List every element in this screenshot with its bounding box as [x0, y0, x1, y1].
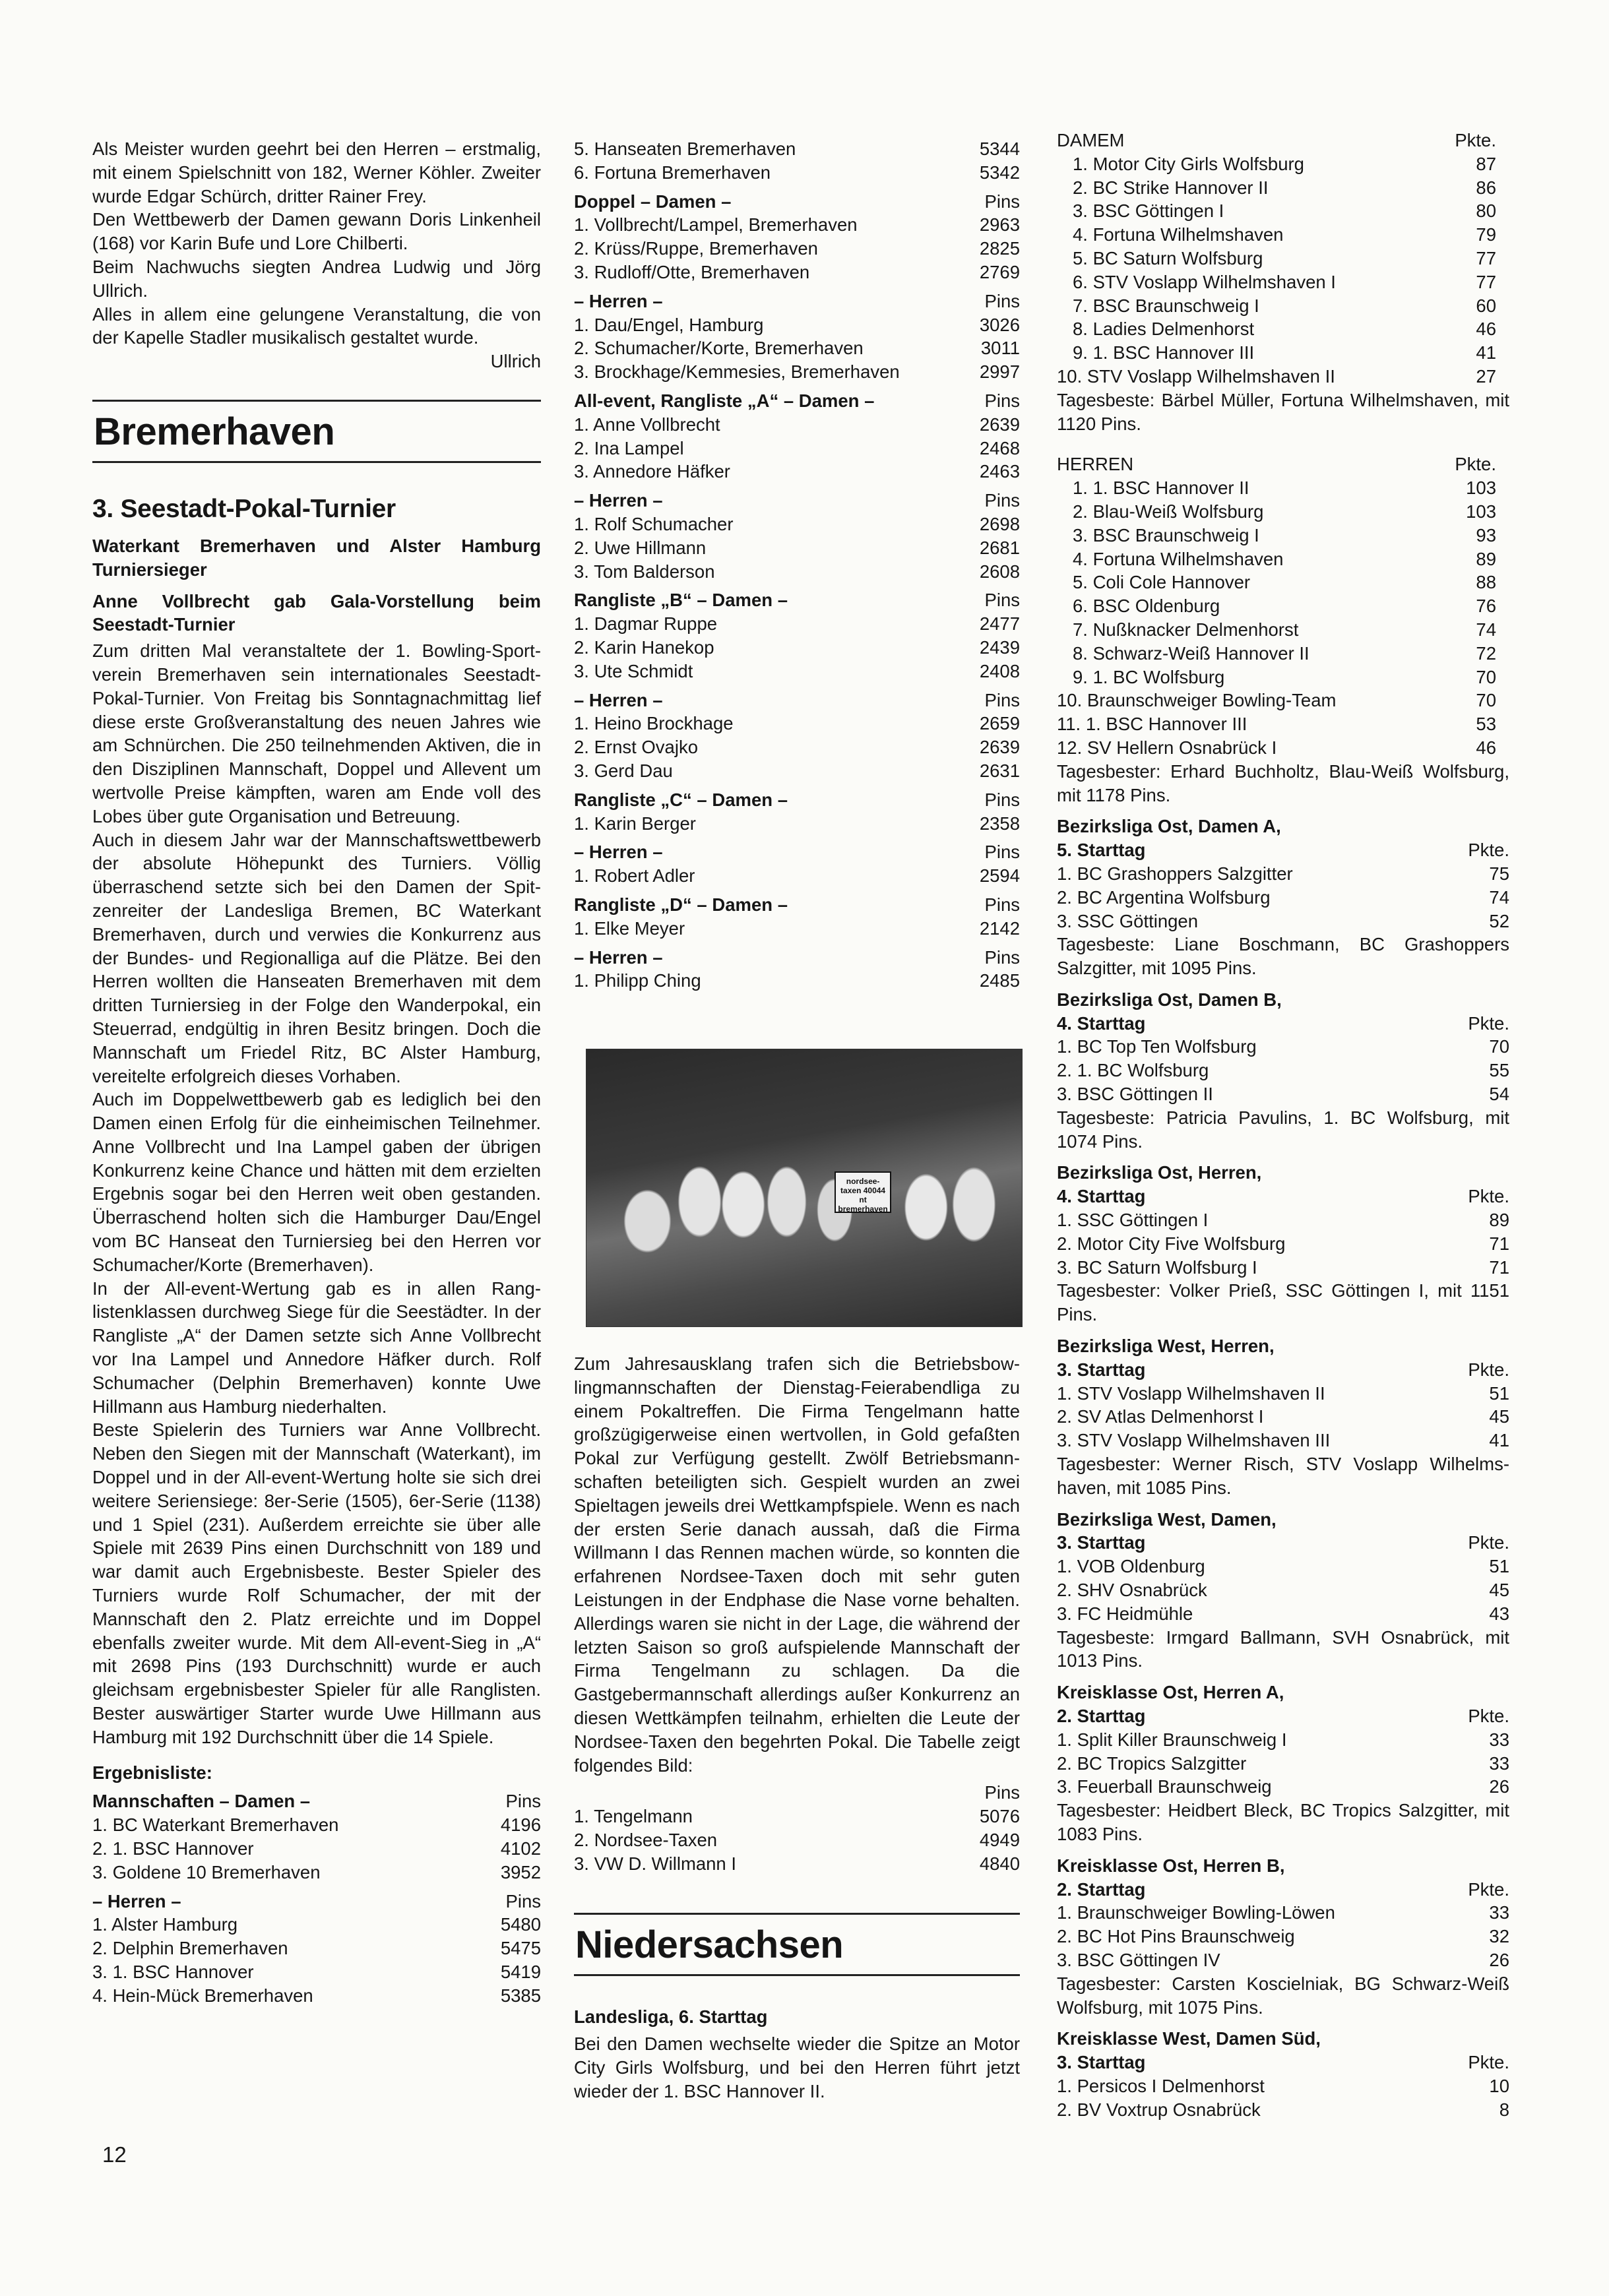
author-signature: Ullrich	[490, 351, 541, 372]
table-row: 1. Dagmar Ruppe 2477	[574, 613, 1020, 635]
table-row: 1. Alster Hamburg 5480	[92, 1914, 541, 1935]
table-row: 1. Vollbrecht/Lampel, Bremerhaven 2963	[574, 214, 1020, 235]
team-photo	[586, 1049, 1023, 1327]
league-title: Bezirksliga Ost, Herren,	[1057, 1162, 1262, 1183]
table-row: 3. Rudloff/Otte, Bremerhaven 2769	[574, 261, 1020, 282]
league-results	[1057, 815, 1509, 2121]
standings-row: 2. BC Tropics Salzgitter 33	[1057, 1753, 1509, 1774]
day-best: Tagesbester: Carsten Koscielniak, BG Schwarz-Weiß Wolfsburg, mit 1075 Pins.	[1057, 1973, 1509, 2018]
table-row: 2. Karin Hanekop 2439	[574, 636, 1020, 658]
table-row: 3. Annedore Häfker 2463	[574, 461, 1020, 482]
league-title: Kreisklasse West, Damen Süd,	[1057, 2028, 1321, 2049]
standings-row: 2. Motor City Five Wolfsburg 71	[1057, 1233, 1509, 1254]
standings-row: 11. 1. BSC Hannover III 53	[1057, 714, 1496, 735]
standings-row: 1. SSC Göttingen I 89	[1057, 1210, 1509, 1231]
standings-row: 1. Braunschweiger Bowling-Löwen 33	[1057, 1902, 1509, 1923]
table-row: 1. BC Waterkant Bremerhaven 4196	[92, 1815, 541, 1836]
results-group-heading: – Herren – Pins	[574, 842, 1020, 863]
results-group-heading: Doppel – Damen – Pins	[574, 191, 1020, 212]
league-starttag: 3. Starttag Pkte.	[1057, 1359, 1509, 1380]
standings-row: 2. SV Atlas Delmenhorst I 45	[1057, 1406, 1509, 1427]
league-starttag: 2. Starttag Pkte.	[1057, 1878, 1509, 1900]
results-group-heading: – Herren – Pins	[574, 946, 1020, 968]
table-row: 1. Heino Brockhage 2659	[574, 713, 1020, 734]
standings-row: 1. VOB Oldenburg 51	[1057, 1556, 1509, 1577]
day-best: Tagesbester: Heidbert Bleck, BC Tropics Salzgitter, mit 1083 Pins.	[1057, 1800, 1509, 1844]
standings-damen	[1057, 152, 1509, 388]
table-row: 2. 1. BSC Hannover 4102	[92, 1838, 541, 1859]
table-row: 5. Hanseaten Bremerhaven 5344	[574, 139, 1020, 159]
standings-row: 6. STV Voslapp Wilhelmshaven I 77	[1073, 271, 1496, 292]
results-group-heading: – Herren – Pins	[574, 290, 1020, 311]
standings-row: 2. BV Voxtrup Osnabrück 8	[1057, 2099, 1509, 2120]
table-row: 1. Karin Berger 2358	[574, 813, 1020, 834]
results-table	[574, 190, 1020, 993]
standings-row: 3. Feuerball Braunschweig 26	[1057, 1776, 1509, 1797]
league-title: Bezirksliga Ost, Damen B,	[1057, 989, 1282, 1010]
results-group-heading: Rangliste „C“ – Damen – Pins	[574, 789, 1020, 810]
standings-row: 3. BSC Göttingen II 54	[1057, 1084, 1509, 1105]
standings-row: 1. Motor City Girls Wolfsburg 87	[1073, 153, 1496, 174]
table-row: 1. Robert Adler 2594	[574, 865, 1020, 886]
league-block	[1057, 988, 1509, 1154]
standings-row: 1. 1. BSC Hannover II 103	[1073, 478, 1496, 499]
middle-column-lower	[574, 1352, 1020, 2103]
standings-row: 8. Ladies Delmenhorst 46	[1073, 319, 1496, 340]
day-best: Tagesbeste: Bärbel Müller, Fortuna Wilhelmshaven, mit 1120 Pins.	[1057, 389, 1509, 434]
day-best: Tagesbeste: Patricia Pavulins, 1. BC Wolfsburg, mit 1074 Pins.	[1057, 1107, 1509, 1152]
results-group-heading: – Herren – Pins	[92, 1890, 541, 1911]
table-row: 2. Krüss/Ruppe, Bremerhaven 2825	[574, 238, 1020, 259]
standings-row: 3. STV Voslapp Wilhelmshaven III 41	[1057, 1430, 1509, 1451]
league-block	[1057, 1681, 1509, 1846]
standings-row: 1. STV Voslapp Wilhelmshaven II 51	[1057, 1382, 1509, 1404]
standings-row: 1. BC Top Ten Wolfsburg 70	[1057, 1036, 1509, 1057]
standings-row: 7. Nußknacker Delmenhorst 74	[1073, 619, 1496, 640]
results-group-heading: – Herren – Pins	[574, 689, 1020, 710]
day-best: Tagesbeste: Irmgard Ballmann, SVH Osnabrück, mit 1013 Pins.	[1057, 1627, 1509, 1671]
standings-row: 5. Coli Cole Hannover 88	[1073, 572, 1496, 593]
league-starttag: 5. Starttag Pkte.	[1057, 840, 1509, 861]
league-block	[1057, 815, 1509, 980]
results-table	[92, 1789, 541, 2007]
table-row: 3. Tom Balderson 2608	[574, 561, 1020, 582]
table-row: 3. 1. BSC Hannover 5419	[92, 1961, 541, 1982]
results-group-heading: Rangliste „D“ – Damen – Pins	[574, 894, 1020, 915]
table-row: 1. Elke Meyer 2142	[574, 917, 1020, 939]
middle-column	[574, 137, 1020, 993]
landesliga-paragraph: Bei den Damen wechselte wieder die Spitze an Motor City Girls Wolfsburg, und bei den Herren führt jetzt wieder der 1. BSC Hannover II.	[574, 2033, 1020, 2101]
league-block	[1057, 1161, 1509, 1326]
standings-row: 1. BC Grashoppers Salzgitter 75	[1057, 863, 1509, 884]
left-column	[92, 137, 541, 2008]
standings-row: 2. BC Strike Hannover II 86	[1073, 177, 1496, 198]
standings-row: 8. Schwarz-Weiß Hannover II 72	[1073, 642, 1496, 664]
standings-heading-herren: HERREN Pkte.	[1057, 454, 1496, 475]
standings-row: 12. SV Hellern Osnabrück I 46	[1057, 737, 1496, 758]
table-row: 3. Gerd Dau 2631	[574, 760, 1020, 781]
league-title: Bezirksliga Ost, Damen A,	[1057, 816, 1281, 837]
standings-row: 3. BSC Göttingen IV 26	[1057, 1949, 1509, 1970]
table-row: 2. Delphin Bremerhaven 5475	[92, 1938, 541, 1959]
league-title: Kreisklasse Ost, Herren B,	[1057, 1855, 1285, 1876]
results-group-heading: Mannschaften – Damen – Pins	[92, 1791, 541, 1812]
standings-row: 1. Persicos I Delmenhorst 10	[1057, 2075, 1509, 2096]
standings-row: 5. BC Saturn Wolfsburg 77	[1073, 247, 1496, 268]
results-group-heading: – Herren – Pins	[574, 490, 1020, 511]
standings-row: 2. Blau-Weiß Wolfsburg 103	[1073, 501, 1496, 522]
day-best: Tagesbeste: Liane Boschmann, BC Grashoppers Salzgitter, mit 1095 Pins.	[1057, 934, 1509, 979]
table-row: 3. Ute Schmidt 2408	[574, 660, 1020, 681]
standings-row: 2. SHV Osnabrück 45	[1057, 1580, 1509, 1601]
league-starttag: 2. Starttag Pkte.	[1057, 1706, 1509, 1726]
table-row: 6. Fortuna Bremerhaven 5342	[574, 162, 1020, 183]
photo-article-paragraph: Zum Jahresausklang trafen sich die Betriebsbowlingmannschaften der Dienstag-Feierabendliga zu einem Pokaltreffen. Die Firma Tengelmann hatte großzügigerweise einen wertvollen, in Gold gefaßten Pokal zur Verfügung gestellt. Zwölf Betriebsmannschaften beteiligten sich. Gespielt wurden an zwei Spieltagen jeweils drei Wettkampfspiele. Wenn es nach der ersten Serie danach aussah, daß die Firma Willmann I das Rennen machen würde, so konnten die erfahrenen Nordsee-Taxen doch mit sehr guten Leistungen in der Endphase die Nase vorne behalten. Allerdings waren sie nicht in der Lage, die während der letzten Saison so groß aufspielende Mannschaft der Firma Tengelmann zu schlagen. Da die Gastgebermannschaft allerdings außer Konkurrenz an diesen Wettkämpfen teilnahm, erhielten die Leute der Nordsee-Taxen den begehrten Pokal. Die Tabelle zeigt folgendes Bild:	[574, 1353, 1020, 1776]
standings-row: 7. BSC Braunschweig I 60	[1073, 295, 1496, 316]
table-row: 1. Dau/Engel, Hamburg 3026	[574, 314, 1020, 335]
table-row: 1. Tengelmann 5076	[574, 1806, 1020, 1827]
table-row: 3. Brockhage/Kemmesies, Bremerhaven 2997	[574, 361, 1020, 383]
standings-row: 3. FC Heidmühle 43	[1057, 1603, 1509, 1624]
standings-row: 3. SSC Göttingen 52	[1057, 910, 1509, 931]
body-paragraph: Auch in diesem Jahr war der Mannschaftswettbewerb der absolute Höhepunkt des Turniers. Völlig überraschend setzte sich bei den Damen der Spitzenreiter der Landesliga Bremen, BC Waterkant Bremerhaven, durch und verwies die Konkurrenz aus der Bundes- und Regionalliga auf die Plätze. Bei den Herren wollten die Hanseaten Bremerhaven mit dem dritten Turniersieg in der Folge den Wanderpokal, ein Steuerrad, endgültig in ihren Besitz bringen. Doch die Mannschaft um Friedel Ritz, BC Alster Hamburg, vereitelte erfolgreich dieses Vorhaben.	[92, 829, 541, 1086]
table-row: 2. Uwe Hillmann 2681	[574, 537, 1020, 558]
standings-row: 2. 1. BC Wolfsburg 55	[1057, 1060, 1509, 1081]
league-starttag: 4. Starttag Pkte.	[1057, 1186, 1509, 1207]
day-best: Tagesbester: Volker Prieß, SSC Göttingen I, mit 1151 Pins.	[1057, 1280, 1509, 1325]
body-paragraph: Beste Spielerin des Turniers war Anne Vollbrecht. Neben den Siegen mit der Mannschaft (Waterkant), im Doppel und in der All-event-Wertung holte sie sich drei weitere Seriensiege: 8er-Serie (1505), 6er-Serie (1138) und 1 Spiel (231). Außerdem erreichte sie über alle Spiele mit 2639 Pins einen Durchschnitt von 189 und war damit auch Ergebnisbeste. Bester Spieler des Turniers wurde Rolf Schumacher, der mit der Mannschaft den 2. Platz erreichte und im Doppel ebenfalls zweiter wurde. Mit dem All-event-Sieg in „A“ mit 2698 Pins (193 Durchschnitt) wurde er auch gleichsam ergebnisbester Spieler für alle Ranglisten. Bester auswärtiger Starter wurde Uwe Hillmann aus Hamburg mit 192 Durchschnitt über die 14 Spiele.	[92, 1419, 541, 1747]
table-row: 1. Rolf Schumacher 2698	[574, 513, 1020, 534]
league-starttag: 3. Starttag Pkte.	[1057, 1532, 1509, 1553]
table-row: 3. VW D. Willmann I 4840	[574, 1853, 1020, 1874]
league-block	[1057, 1334, 1509, 1500]
article-title: 3. Seestadt-Pokal-Turnier	[92, 494, 396, 523]
league-block	[1057, 1508, 1509, 1673]
page-number: 12	[102, 2142, 127, 2167]
standings-row: 10. Braunschweiger Bowling-Team 70	[1057, 690, 1496, 711]
standings-row: 10. STV Voslapp Wilhelmshaven II 27	[1057, 365, 1496, 387]
sponsor-sign: nordsee-taxen 40044 nt bremerhaven	[835, 1171, 891, 1213]
league-title: Bezirksliga West, Herren,	[1057, 1336, 1275, 1357]
league-title: Bezirksliga West, Damen,	[1057, 1508, 1277, 1530]
league-starttag: 4. Starttag Pkte.	[1057, 1012, 1509, 1034]
standings-row: 4. Fortuna Wilhelmshaven 79	[1073, 224, 1496, 245]
right-column	[1057, 129, 1509, 2122]
body-paragraph: Zum dritten Mal veranstaltete der 1. Bowling-Sportverein Bremerhaven sein internationales Seestadt-Pokal-Turnier. Von Freitag bis Sonntagnachmittag lief diese erste Großveranstaltung des neuen Jahres wie am Schnürchen. Die 250 teilnehmenden Aktiven, die in den Disziplinen Mannschaft, Doppel und Allevent um wertvolle Preise kämpften, waren am Ende voll des Lobes über gute Organisation und Betreuung.	[92, 640, 541, 826]
league-starttag: 3. Starttag Pkte.	[1057, 2052, 1509, 2073]
results-group-heading: Rangliste „B“ – Damen – Pins	[574, 590, 1020, 611]
table-row: 1. Philipp Ching 2485	[574, 970, 1020, 991]
standings-row: 1. Split Killer Braunschweig I 33	[1057, 1729, 1509, 1750]
league-block	[1057, 2027, 1509, 2121]
standings-row: 4. Fortuna Wilhelmshaven 89	[1073, 548, 1496, 569]
results-heading: Ergebnisliste:	[92, 1762, 212, 1783]
standings-row: 3. BSC Göttingen I 80	[1073, 201, 1496, 222]
standings-herren	[1057, 476, 1509, 760]
standings-heading-damen: DAMEM Pkte.	[1057, 130, 1496, 150]
intro-paragraph: Den Wettbewerb der Damen gewann Doris Linkenheil (168) vor Karin Bufe und Lore Chilberti.	[92, 209, 541, 254]
table-row: 2. Ina Lampel 2468	[574, 437, 1020, 458]
standings-row: 3. BSC Braunschweig I 93	[1073, 524, 1496, 545]
table-row: 2. Ernst Ovajko 2639	[574, 737, 1020, 758]
table-row: 2. Nordsee-Taxen 4949	[574, 1829, 1020, 1850]
body-paragraph: Auch im Doppelwettbewerb gab es lediglich bei den Damen einen Erfolg für die einheimischen Teilnehmer. Anne Vollbrecht und Ina Lampel gaben der übrigen Konkurrenz keine Chance und hätten mit dem erzielten Ergebnis sogar bei den Herren weit oben gestanden. Überraschend holten sich die Hamburger Dau/Engel vom BC Hanseat den Turniersieg bei den Herren vor Schumacher/Korte (Bremerhaven).	[92, 1089, 541, 1275]
article-lead: Waterkant Bremerhaven und Alster Hamburg Turniersieger	[92, 535, 541, 580]
standings-row: 6. BSC Oldenburg 76	[1073, 596, 1496, 617]
table-unit-header: Pins	[984, 1782, 1020, 1803]
body-paragraph: In der All-event-Wertung gab es in allen Ranglistenklassen durchweg Siege für die Seestädter. In der Rangliste „A“ der Damen setzte sich Anne Vollbrecht vor Ina Lampel und Annedore Häfker durch. Rolf Schumacher (Delphin Bremerhaven) konnte Uwe Hillmann aus Hamburg niederhalten.	[92, 1278, 541, 1417]
intro-paragraph: Als Meister wurden geehrt bei den Herren – erstmalig, mit einem Spielschnitt von 182, Werner Köhler. Zweiter wurde Edgar Schürch, dritter Rainer Frey.	[92, 139, 541, 206]
intro-paragraph: Alles in allem eine gelungene Veranstaltung, die von der Kapelle Stadler musikalisch gestaltet wurde.	[92, 303, 541, 348]
table-row: 1. Anne Vollbrecht 2639	[574, 414, 1020, 435]
table-row: 2. Schumacher/Korte, Bremerhaven 3011	[574, 338, 1020, 359]
section-title-bremerhaven: Bremerhaven	[92, 400, 541, 463]
standings-row: 9. 1. BSC Hannover III 41	[1073, 342, 1496, 363]
day-best: Tagesbester: Werner Risch, STV Voslapp Wilhelmshaven, mit 1085 Pins.	[1057, 1454, 1509, 1498]
standings-row: 2. BC Hot Pins Braunschweig 32	[1057, 1926, 1509, 1947]
standings-row: 3. BC Saturn Wolfsburg I 71	[1057, 1257, 1509, 1278]
league-block	[1057, 1854, 1509, 2020]
league-subheading: Landesliga, 6. Starttag	[574, 2006, 768, 2027]
section-title-niedersachsen: Niedersachsen	[574, 1913, 1020, 1976]
article-lead: Anne Vollbrecht gab Gala-Vorstellung beim Seestadt-Turnier	[92, 590, 541, 635]
standings-row: 2. BC Argentina Wolfsburg 74	[1057, 886, 1509, 908]
table-row: 3. Goldene 10 Bremerhaven 3952	[92, 1861, 541, 1882]
league-title: Kreisklasse Ost, Herren A,	[1057, 1682, 1284, 1703]
intro-paragraph: Beim Nachwuchs siegten Andrea Ludwig und Jörg Ullrich.	[92, 256, 541, 301]
table-row: 4. Hein-Mück Bremerhaven 5385	[92, 1985, 541, 2006]
results-group-heading: All-event, Rangliste „A“ – Damen – Pins	[574, 390, 1020, 411]
day-best: Tagesbester: Erhard Buchholtz, Blau-Weiß Wolfsburg, mit 1178 Pins.	[1057, 760, 1509, 805]
standings-row: 9. 1. BC Wolfsburg 70	[1073, 666, 1496, 687]
